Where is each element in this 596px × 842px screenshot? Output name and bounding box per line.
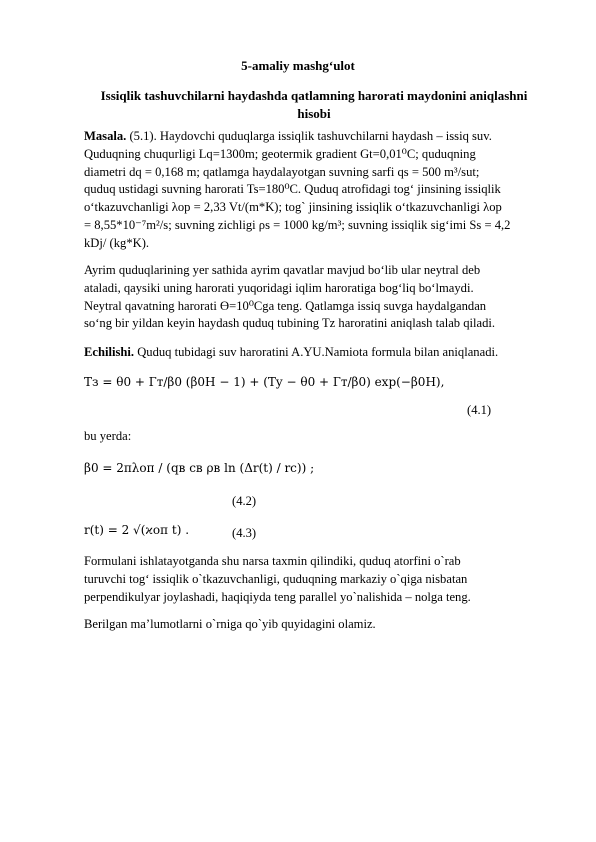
equation-number-4-3: (4.3)	[232, 526, 257, 540]
page-title: 5-amaliy mashg‘ulot	[241, 58, 355, 73]
masala-label: Masala.	[84, 129, 127, 143]
formula-4-1: Tз = θ0 + Гт/β0 (β0H − 1) + (Ty − θ0 + Гт/β0) exp(−β0H),	[84, 375, 445, 389]
formulani-line: turuvchi tog‘ issiqlik o`tkazuvchanligi, quduqning markaziy o`qiga nisbatan	[84, 571, 468, 586]
equation-number-4-1: (4.1)	[467, 403, 492, 417]
formula-4-3: r(t) = 2 √(ϰоп t) .	[84, 523, 190, 537]
berilgan-text: Berilgan ma’lumotlarni o`rniga qo`yib quyidagini olamiz.	[84, 617, 376, 631]
ayrim-line: Neytral qavatning harorati Ө=10⁰Cga teng. Qatlamga issiq suvga haydalgandan	[84, 298, 487, 313]
ayrim-line: Ayrim quduqlarining yer sathida ayrim qavatlar mavjud bo‘lib ular neytral deb	[84, 263, 481, 277]
echilishi-paragraph: Echilishi. Quduq tubidagi suv haroratini A.YU.Namiota formula bilan aniqlanadi.	[84, 345, 499, 359]
bu-yerda-text: bu yerda:	[84, 429, 132, 443]
echilishi-label: Echilishi.	[84, 345, 135, 359]
ayrim-line: so‘ng bir yildan keyin haydash quduq tubining Tz haroratini aniqlash talab qiladi.	[84, 316, 496, 331]
formulani-line: Formulani ishlatayotganda shu narsa taxmin qilindiki, quduq atorfini o`rab	[84, 554, 461, 568]
subtitle-line: hisobi	[297, 106, 331, 121]
masala-line: diametri dq = 0,168 m; qatlamga haydalayotgan suvning sarfi qs = 500 m³/sut;	[84, 164, 480, 179]
masala-line: o‘tkazuvchanligi λop = 2,33 Vt/(m*K); tog` jinsining issiqlik o‘tkazuvchanligi λop	[84, 200, 502, 215]
masala-paragraph	[84, 128, 544, 253]
masala-line: Quduqning chuqurligi Lq=1300m; geotermik gradient Gt=0,01⁰C; quduqning	[84, 146, 476, 161]
ayrim-line: ataladi, qaysiki uning harorati yuqoridagi iqlim haroratiga bog‘liq bo‘lmaydi.	[84, 280, 474, 295]
formula-4-2: β0 = 2πλоп / (qв cв ρв ln (Δr(t) / rc)) ;	[84, 461, 315, 475]
masala-line: quduq ustidagi suvning harorati Ts=180⁰C. Quduq atrofidagi tog‘ jinsining issiqlik	[84, 182, 501, 197]
page-subtitle	[84, 87, 544, 123]
masala-line: Masala. (5.1). Haydovchi quduqlarga issiqlik tashuvchilarni haydash – issiq suv.	[84, 129, 492, 143]
formulani-paragraph	[84, 553, 544, 606]
subtitle-line: Issiqlik tashuvchilarni haydashda qatlamning harorati maydonini aniqlashni	[100, 88, 528, 103]
equation-number-4-2: (4.2)	[232, 494, 257, 508]
formulani-line: perpendikulyar joylashadi, haqiqiyda teng parallel yo`nalishida – nolga teng.	[84, 589, 471, 604]
masala-line: = 8,55*10⁻⁷m²/s; suvning zichligi ρs = 1000 kg/m³; suvning issiqlik sig‘imi Ss = 4,2	[84, 217, 511, 232]
ayrim-paragraph	[84, 262, 544, 333]
masala-line: kDj/ (kg*K).	[84, 235, 150, 250]
